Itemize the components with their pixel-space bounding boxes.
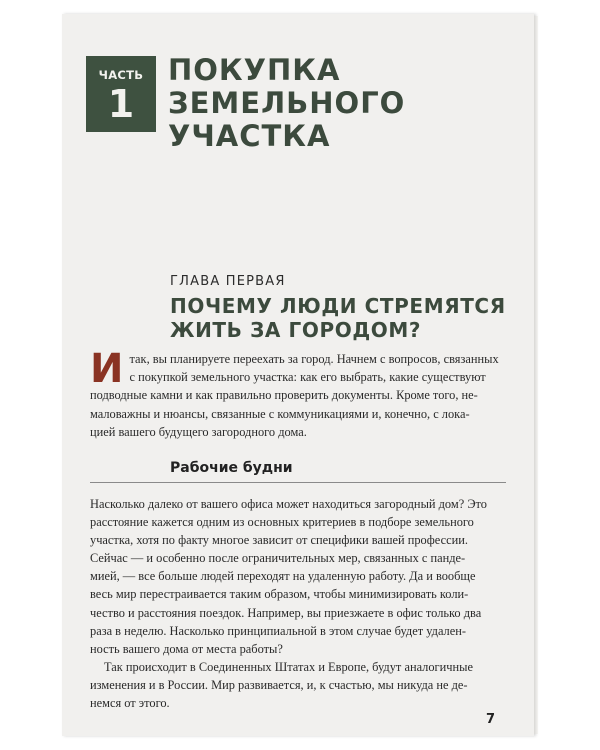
chapter-kicker: ГЛАВА ПЕРВАЯ [170,274,286,289]
section-body [90,495,506,712]
chapter-title [170,294,506,342]
drop-cap: И [90,346,124,392]
chapter-title-line: ПОЧЕМУ ЛЮДИ СТРЕМЯТСЯ [170,294,506,318]
intro-paragraph [90,346,506,441]
body-line: Сейчас — и особенно после ограничительных мер, связанных с панде- [90,551,466,566]
body-line: мией, — все больше людей переходят на удаленную работу. Да и вообще [90,569,476,584]
body-line: весь мир перестраивается таким образом, чтобы минимизировать коли- [90,587,469,602]
body-line: чество и расстояния поездок. Например, вы приезжаете в офис только два [90,605,482,620]
intro-line: с покупкой земельного участка: как его выбрать, какие существуют [129,370,486,385]
part-label: ЧАСТЬ [98,68,144,82]
intro-line: подводные камни и как правильно проверить документы. Кроме того, не- [90,388,478,403]
chapter-title-line: ЖИТЬ ЗА ГОРОДОМ? [170,318,422,342]
intro-line: так, вы планируете переехать за город. Начнем с вопросов, связанных [129,352,499,366]
part-title-line: УЧАСТКА [168,119,331,153]
body-line: немся от этого. [90,696,170,711]
intro-line: маловажны и нюансы, связанные с коммуникациями и, конечно, с лока- [90,406,470,421]
body-line: Так происходит в Соединенных Штатах и Европе, будут аналогичные [104,659,473,674]
page-edge [534,16,538,734]
part-number-box [86,56,156,132]
body-line: расстояние кажется одним из основных критериев в подборе земельного [90,515,474,530]
part-number: 1 [107,82,135,126]
body-line: Насколько далеко от вашего офиса может находиться загородный дом? Это [90,497,487,511]
part-title-line: ЗЕМЕЛЬНОГО [168,86,406,120]
body-line: участка, хотя по факту многое зависит от специфики вашей профессии. [90,533,468,548]
body-line: изменения и в России. Мир развивается, и, к счастью, мы никуда не де- [90,677,468,692]
section-heading: Рабочие будни [170,460,293,476]
intro-line: цией вашего будущего загородного дома. [90,424,307,439]
body-line: ность вашего дома от места работы? [90,641,283,656]
part-title-line: ПОКУПКА [168,53,341,87]
section-divider [90,482,506,483]
page-number: 7 [486,712,496,727]
body-line: раза в неделю. Насколько принципиальной в этом случае будет удален- [90,623,466,638]
part-title [168,54,428,153]
